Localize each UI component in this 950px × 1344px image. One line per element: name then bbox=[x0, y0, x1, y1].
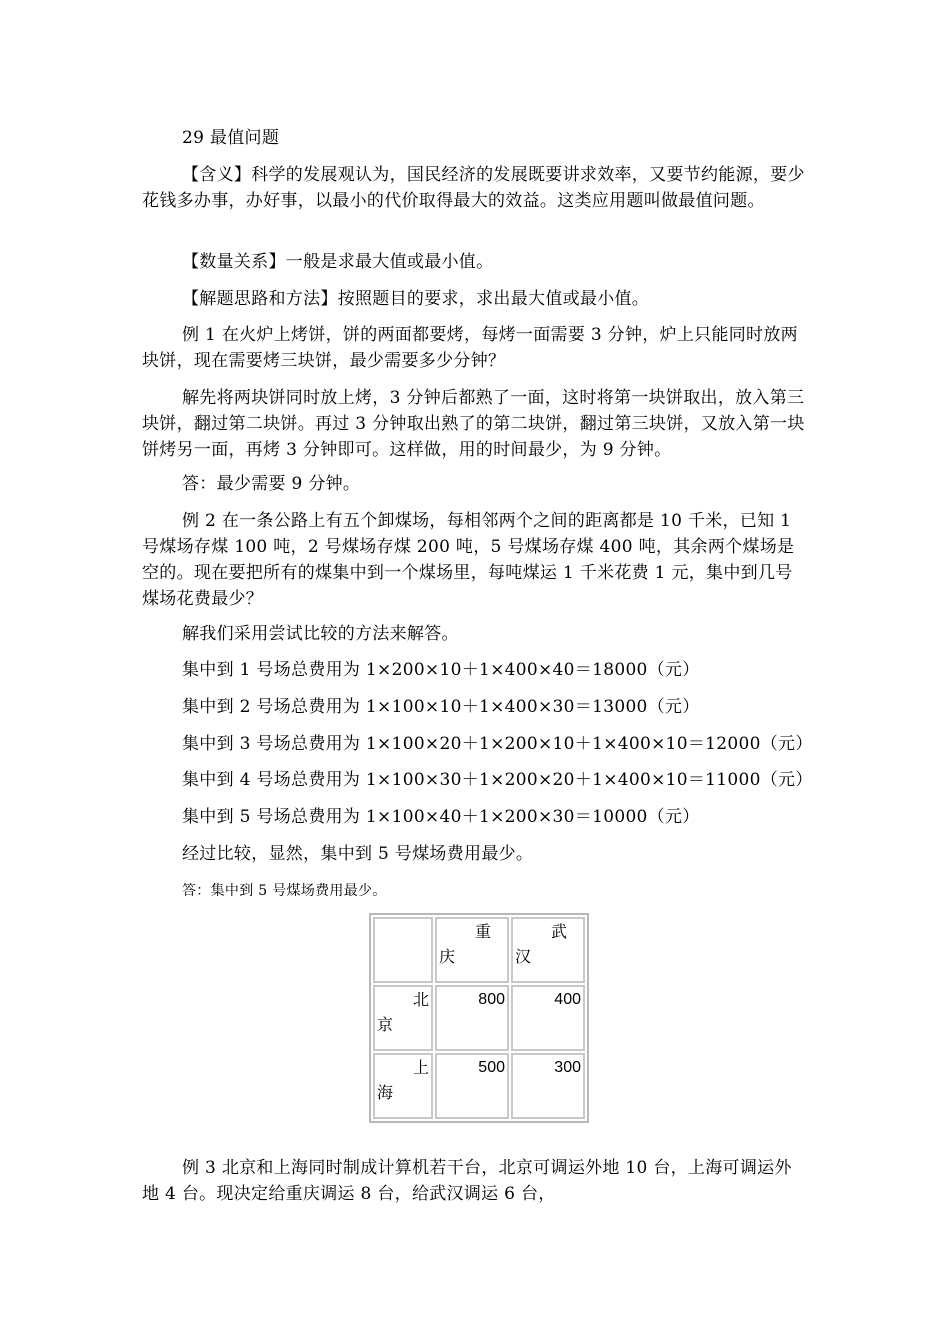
calc-line-4: 集中到 4 号场总费用为 1×100×30＋1×200×20＋1×400×10＝11000（元） bbox=[182, 770, 813, 790]
calc-line-3: 集中到 3 号场总费用为 1×100×20＋1×200×10＋1×400×10＝12000（元） bbox=[182, 734, 813, 754]
cost-table bbox=[369, 913, 589, 1123]
table-corner-cell bbox=[373, 917, 433, 983]
table-header-row bbox=[373, 917, 585, 983]
method-paragraph: 【解题思路和方法】按照题目的要求，求出最大值或最小值。 bbox=[182, 289, 650, 309]
answer-1: 答：最少需要 9 分钟。 bbox=[182, 474, 361, 494]
cell-beijing-wuhan: 400 bbox=[511, 985, 585, 1051]
section-title: 29 最值问题 bbox=[182, 128, 280, 148]
example-1: 例 1 在火炉上烤饼，饼的两面都要烤，每烤一面需要 3 分钟，炉上只能同时放两块饼，现在需要烤三块饼，最少需要多少分钟？ bbox=[142, 325, 798, 371]
answer-2: 答：集中到 5 号煤场费用最少。 bbox=[182, 883, 387, 899]
col-header-wuhan: 武 汉 bbox=[511, 917, 585, 983]
relation-paragraph: 【数量关系】一般是求最大值或最小值。 bbox=[182, 252, 494, 272]
example-2: 例 2 在一条公路上有五个卸煤场，每相邻两个之间的距离都是 10 千米，已知 1 号煤场存煤 100 吨，2 号煤场存煤 200 吨，5 号煤场存煤 400 吨，其余两个煤场是空的。现在要把所有的煤集中到一个煤场里，每吨煤运 1 千米花费 1 元，集中到几号煤场花费最少？ bbox=[142, 511, 795, 609]
solution-2: 解我们采用尝试比较的方法来解答。 bbox=[182, 624, 459, 644]
cell-shanghai-wuhan: 300 bbox=[511, 1053, 585, 1119]
solution-1: 解先将两块饼同时放上烤，3 分钟后都熟了一面，这时将第一块饼取出，放入第三块饼，翻过第二块饼。再过 3 分钟取出熟了的第二块饼，翻过第三块饼，又放入第一块饼烤另一面，再烤 3 分钟即可。这样做，用的时间最少，为 9 分钟。 bbox=[142, 388, 805, 460]
comparison: 经过比较，显然，集中到 5 号煤场费用最少。 bbox=[182, 844, 534, 864]
meaning-paragraph: 【含义】科学的发展观认为，国民经济的发展既要讲求效率，又要节约能源，要少花钱多办事，办好事，以最小的代价取得最大的效益。这类应用题叫做最值问题。 bbox=[142, 165, 805, 211]
cell-beijing-chongqing: 800 bbox=[435, 985, 509, 1051]
calc-line-5: 集中到 5 号场总费用为 1×100×40＋1×200×30＝10000（元） bbox=[182, 807, 700, 827]
calc-line-1: 集中到 1 号场总费用为 1×200×10＋1×400×40＝18000（元） bbox=[182, 660, 700, 680]
table-row bbox=[373, 985, 585, 1051]
row-header-beijing: 北 京 bbox=[373, 985, 433, 1051]
example-3: 例 3 北京和上海同时制成计算机若干台，北京可调运外地 10 台，上海可调运外地 4 台。现决定给重庆调运 8 台，给武汉调运 6 台， bbox=[142, 1158, 792, 1204]
calc-line-2: 集中到 2 号场总费用为 1×100×10＋1×400×30＝13000（元） bbox=[182, 697, 700, 717]
col-header-chongqing: 重 庆 bbox=[435, 917, 509, 983]
table-row bbox=[373, 1053, 585, 1119]
cell-shanghai-chongqing: 500 bbox=[435, 1053, 509, 1119]
row-header-shanghai: 上 海 bbox=[373, 1053, 433, 1119]
